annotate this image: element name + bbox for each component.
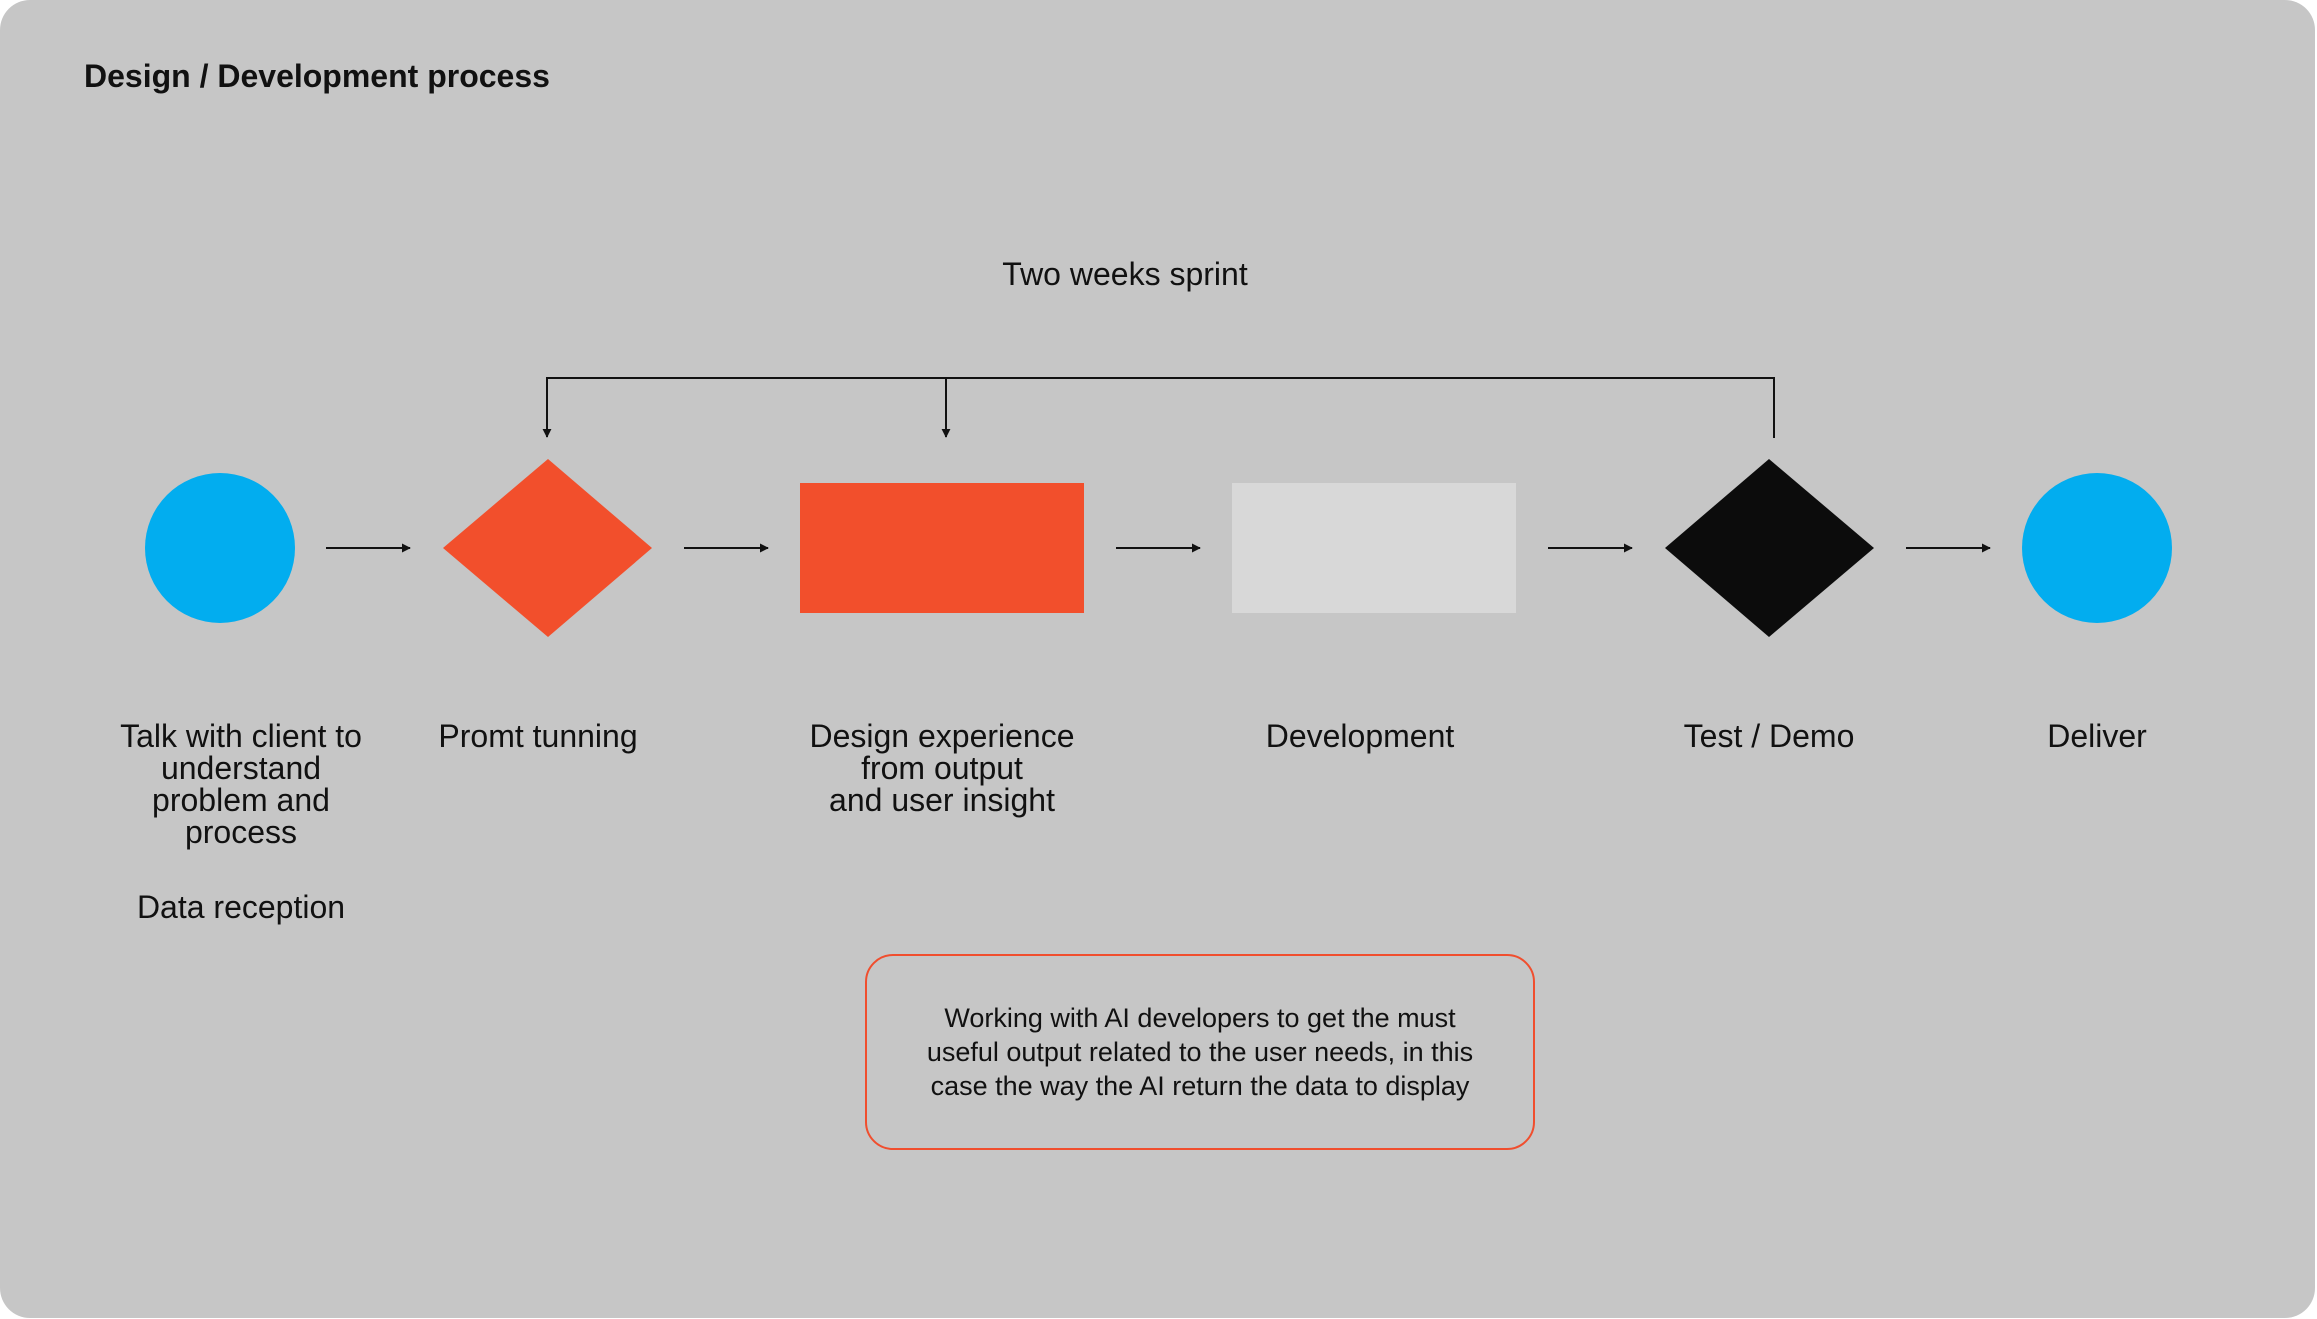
sprint-loop-label: Two weeks sprint (1002, 256, 1248, 292)
design-experience-label: Design experience from output and user insight (809, 718, 1075, 818)
promt-tunning-node (443, 459, 652, 637)
test-demo-node (1665, 459, 1874, 637)
sprint-loop-connector (547, 378, 1774, 438)
note-box (865, 954, 1535, 1150)
data-reception-label: Data reception (136, 889, 346, 925)
talk-with-client-label: Talk with client to understand problem and process (120, 718, 362, 850)
deliver-label: Deliver (2047, 718, 2147, 754)
development-node (1232, 483, 1516, 613)
promt-tunning-label: Promt tunning (438, 718, 638, 754)
page-title: Design / Development process (84, 58, 550, 94)
test-demo-label: Test / Demo (1683, 718, 1855, 754)
development-label: Development (1265, 718, 1455, 754)
talk-with-client-node (145, 473, 295, 623)
design-experience-node (800, 483, 1084, 613)
note-text: Working with AI developers to get the must useful output related to the user needs, in this case the way the AI return the data to display (926, 1003, 1474, 1101)
deliver-node (2022, 473, 2172, 623)
